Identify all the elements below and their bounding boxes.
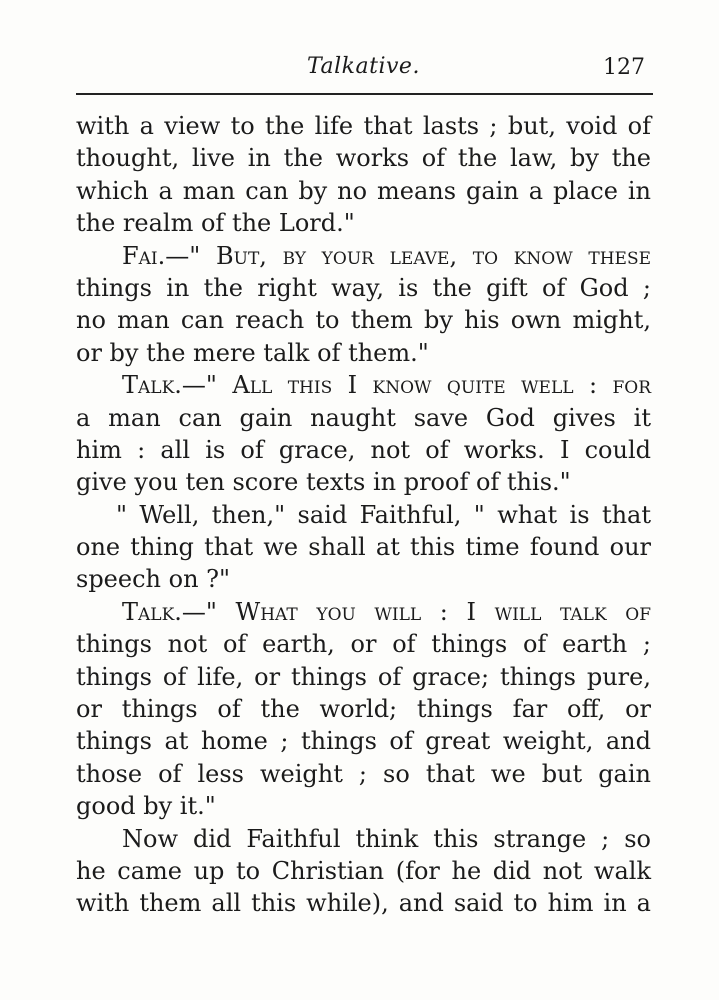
- page-header: [76, 52, 651, 86]
- text-line: " Well, then," said Faithful, " what is that: [116, 500, 651, 529]
- text-line: [76, 596, 651, 628]
- text-line: speech on ?": [76, 565, 231, 594]
- text-line: things of life, or things of grace; things pure,: [76, 662, 651, 691]
- text-line: Now did Faithful think this strange ; so: [122, 824, 651, 853]
- text-line: he came up to Christian (for he did not walk: [76, 856, 651, 885]
- speaker-line: Talk.—" All this I know quite well : for: [122, 371, 651, 400]
- text-line: one thing that we shall at this time found our: [76, 533, 651, 562]
- text-line: which a man can by no means gain a place in: [76, 176, 651, 205]
- text-line: things in the right way, is the gift of God ;: [76, 273, 651, 302]
- text-line: [76, 369, 651, 401]
- text-line: the realm of the Lord.": [76, 209, 355, 238]
- text-line: no man can reach to them by his own might,: [76, 306, 651, 335]
- text-line: a man can gain naught save God gives it: [76, 403, 651, 432]
- text-line: with them all this while), and said to him in a: [76, 889, 651, 918]
- text-line: things not of earth, or of things of earth ;: [76, 630, 651, 659]
- header-rule: [76, 93, 653, 95]
- text-line: give you ten score texts in proof of this.": [76, 468, 571, 497]
- text-line: with a view to the life that lasts ; but, void of: [76, 112, 651, 140]
- text-line: [76, 240, 651, 272]
- text-line: or by the mere talk of them.": [76, 338, 429, 367]
- text-line: good by it.": [76, 792, 216, 821]
- body-text: [76, 110, 651, 920]
- text-line: or things of the world; things far off, or: [76, 695, 651, 724]
- text-line: those of less weight ; so that we but gain: [76, 759, 651, 788]
- text-line: things at home ; things of great weight, and: [76, 727, 651, 756]
- running-title: Talkative.: [307, 54, 420, 79]
- text-line: him : all is of grace, not of works. I could: [76, 435, 651, 464]
- speaker-line: Talk.—" What you will : I will talk of: [122, 597, 651, 626]
- text-line: thought, live in the works of the law, by the: [76, 144, 651, 173]
- speaker-line: Fai.—" But, by your leave, to know these: [122, 241, 651, 270]
- page-number: 127: [603, 55, 645, 80]
